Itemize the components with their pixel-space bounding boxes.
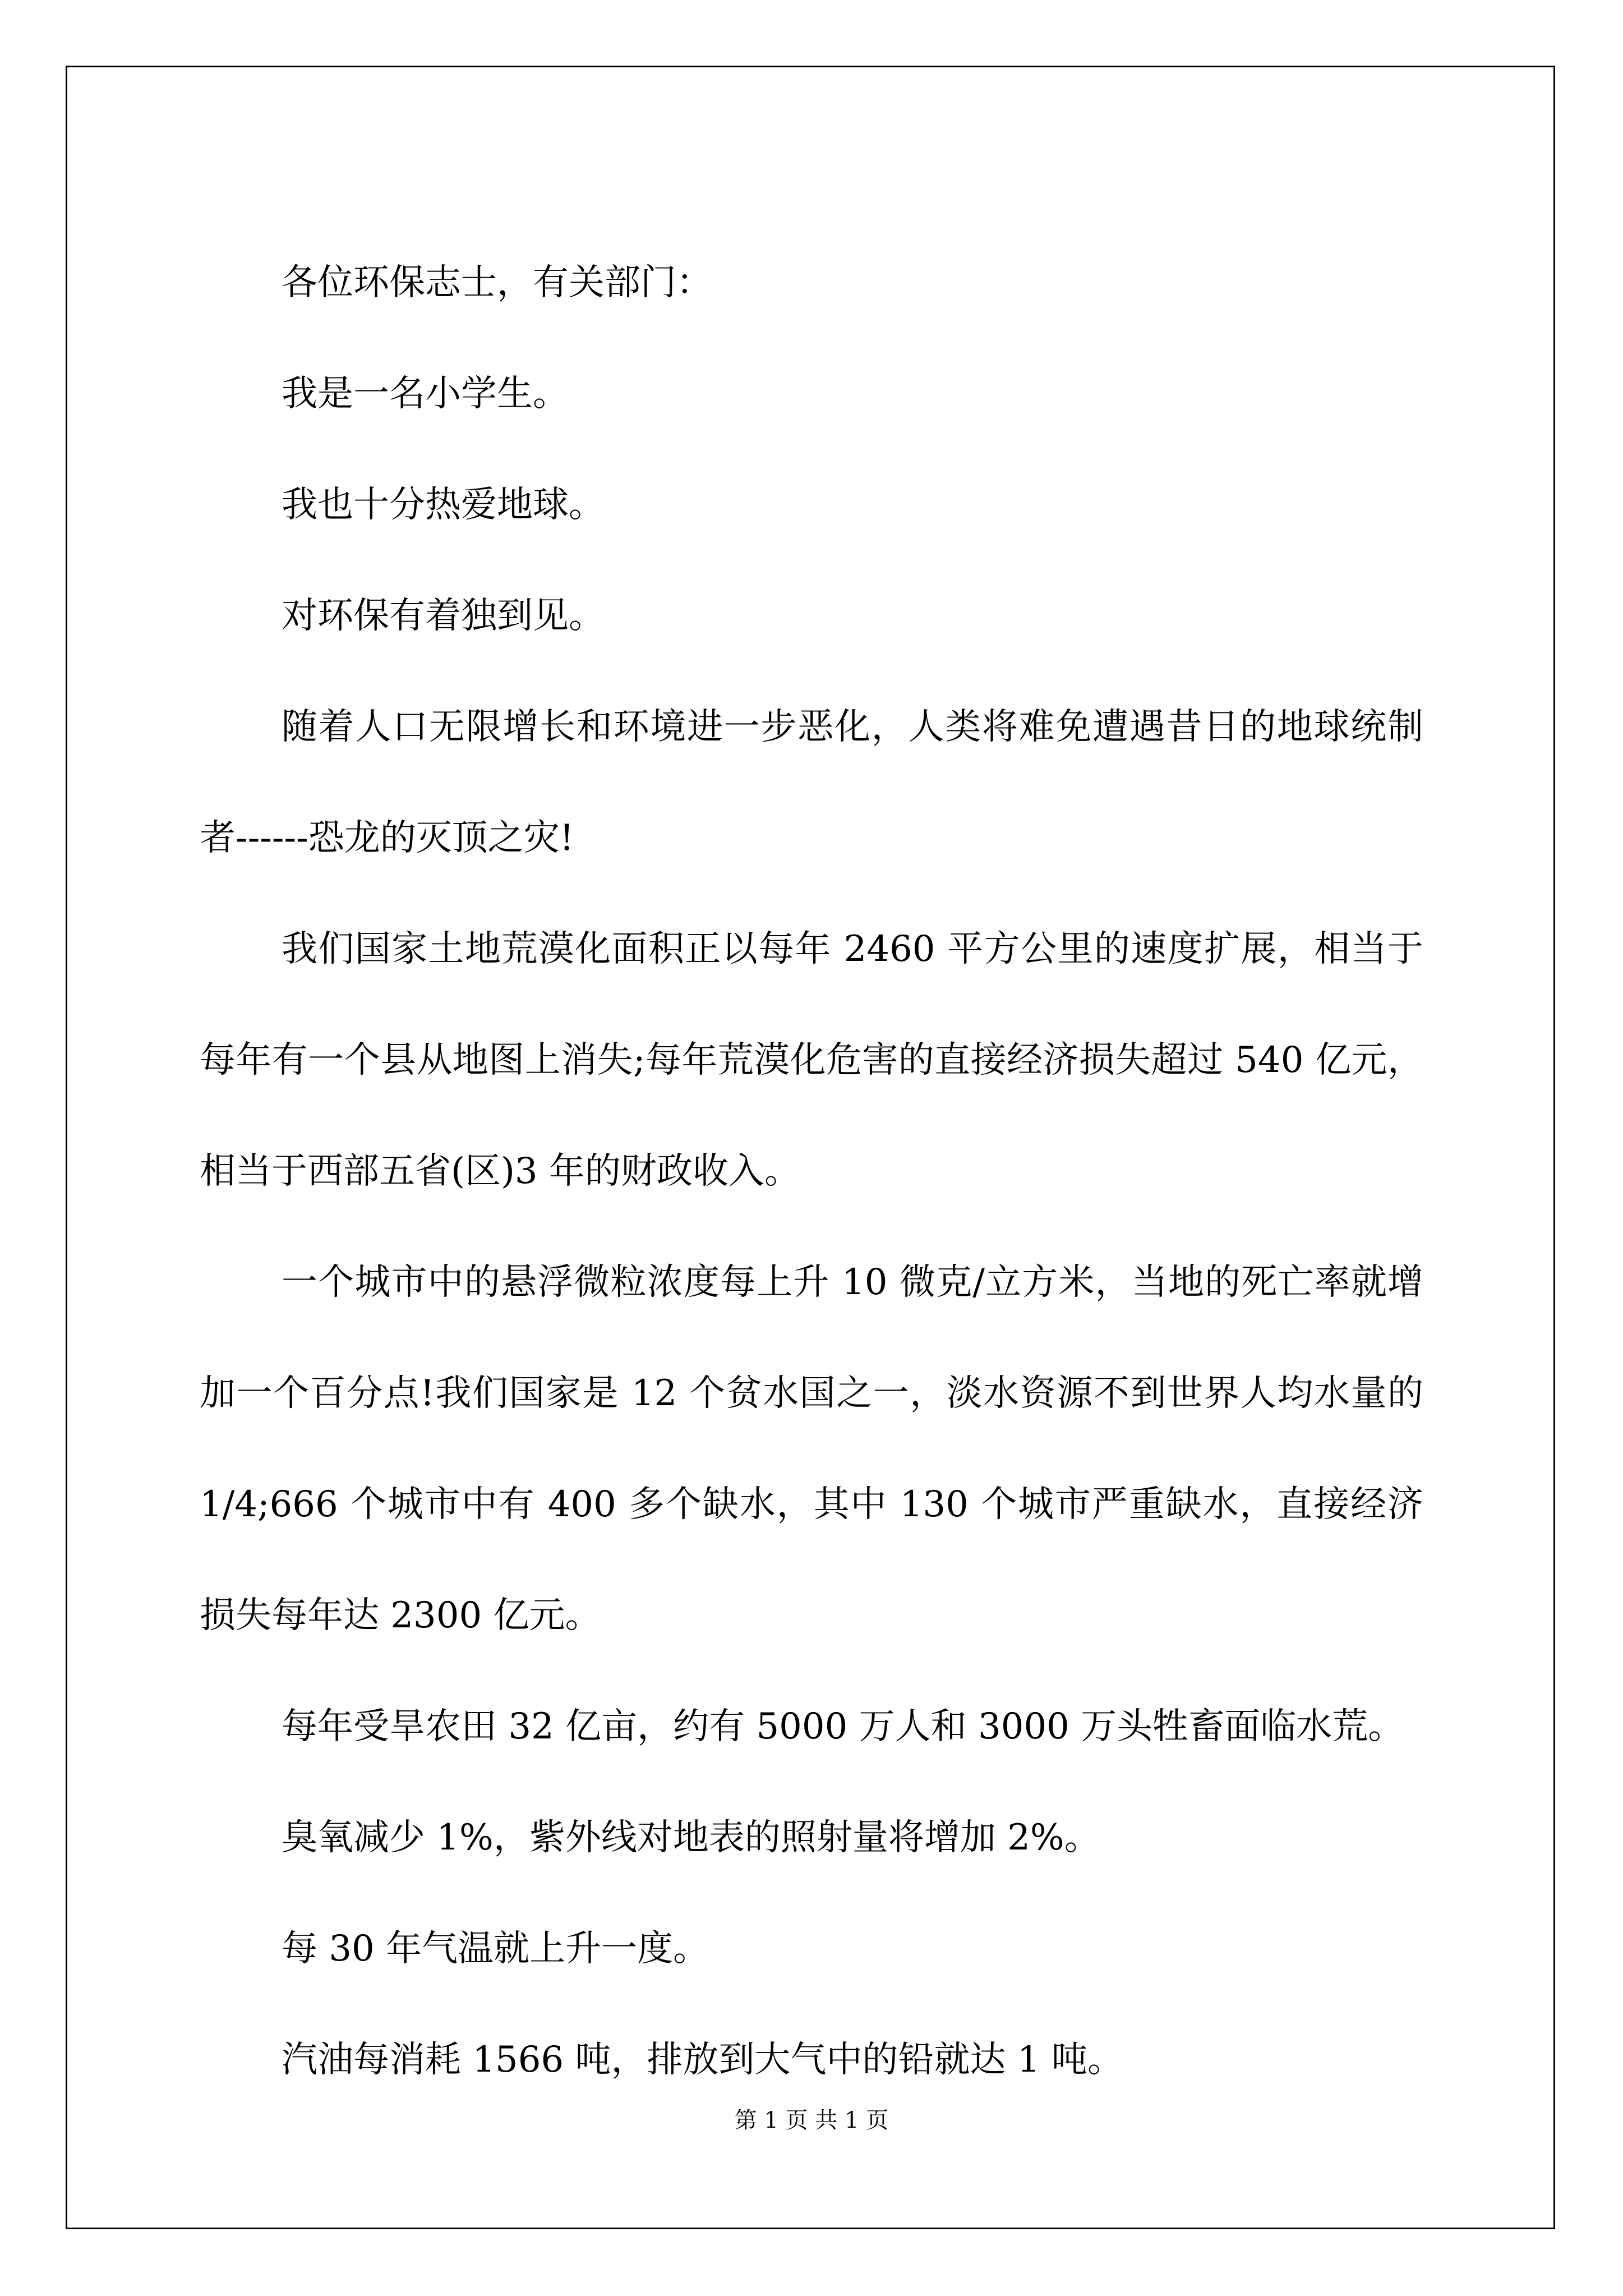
- page-footer: 第 1 页 共 1 页: [734, 2108, 889, 2133]
- paragraph-10: 汽油每消耗 1566 吨，排放到大气中的铅就达 1 吨。: [282, 2039, 1123, 2081]
- paragraph-7: 每年受旱农田 32 亿亩，约有 5000 万人和 3000 万头牲畜面临水荒。: [282, 1706, 1404, 1747]
- paragraph-2: 我也十分热爱地球。: [282, 484, 605, 526]
- paragraph-1: 我是一名小学生。: [282, 373, 569, 415]
- paragraph-4: 随着人口无限增长和环境进一步恶化，人类将难免遭遇昔日的地球统制者------恐龙的灭顶之灾!: [200, 706, 1423, 859]
- salutation: 各位环保志士，有关部门：: [282, 262, 712, 303]
- paragraph-9: 每 30 年气温就上升一度。: [282, 1928, 709, 1970]
- paragraph-8: 臭氧减少 1%，紫外线对地表的照射量将增加 2%。: [282, 1817, 1100, 1858]
- paragraph-3: 对环保有着独到见。: [282, 595, 605, 637]
- paragraph-5: 我们国家土地荒漠化面积正以每年 2460 平方公里的速度扩展，相当于每年有一个县从地图上消失;每年荒漠化危害的直接经济损失超过 540 亿元，相当于西部五省(区)3 年的财政收入。: [200, 928, 1423, 1192]
- paragraph-6: 一个城市中的悬浮微粒浓度每上升 10 微克/立方米，当地的死亡率就增加一个百分点!我们国家是 12 个贫水国之一，淡水资源不到世界人均水量的 1/4;666 个城市中有 400 多个缺水，其中 130 个城市严重缺水，直接经济损失每年达 2300 亿元。: [200, 1262, 1423, 1636]
- document-body: [200, 227, 1423, 2115]
